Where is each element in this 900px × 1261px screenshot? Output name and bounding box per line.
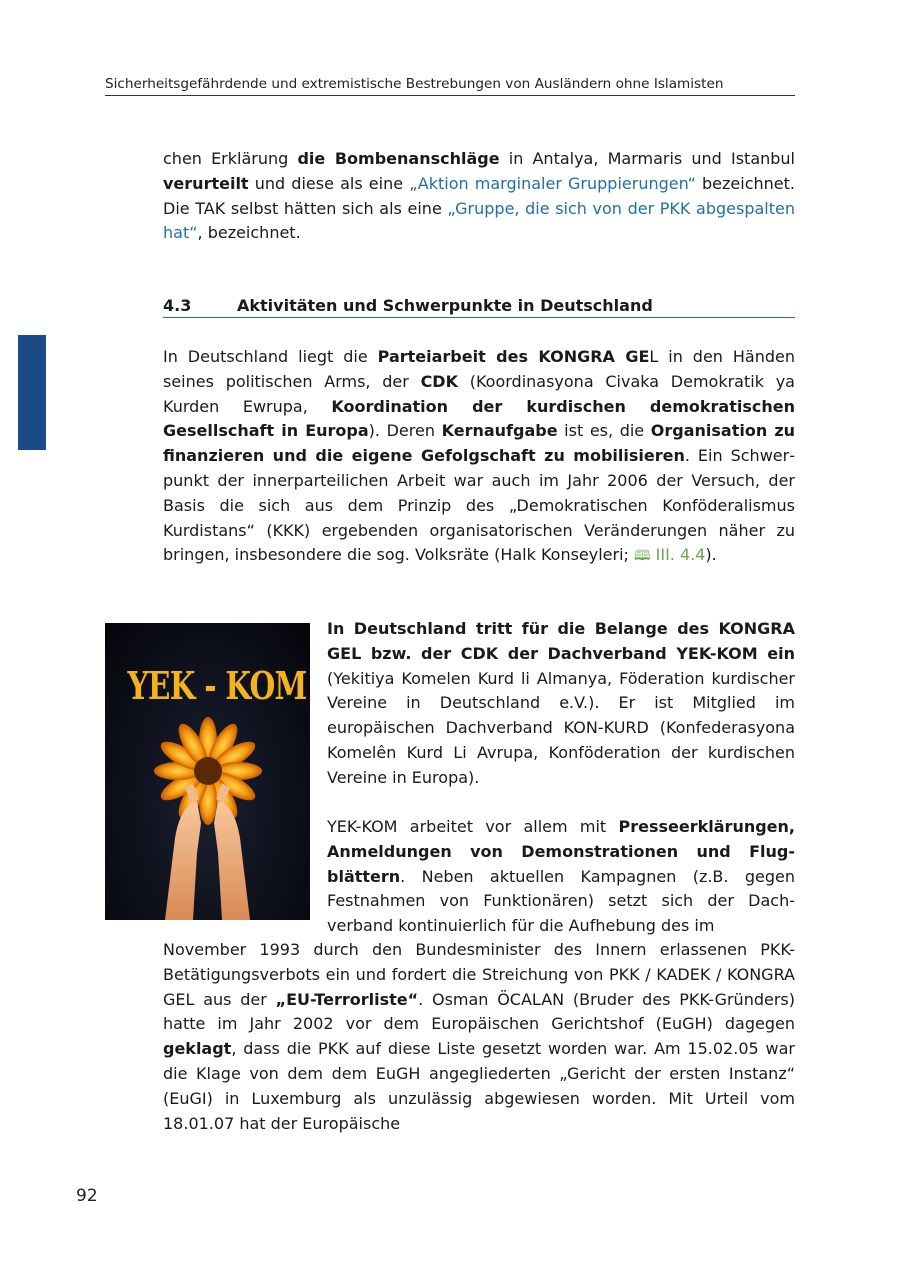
poster-title: YEK - KOM: [127, 663, 307, 708]
running-header: Sicherheitsgefährdende und extremistische Bestrebungen von Ausländern ohne Islamisten: [105, 76, 795, 96]
paragraph-bombings: chen Erklärung die Bombenanschläge in Antalya, Marmaris und Istanbul verurteilt und diese als eine „Aktion marginaler Gruppierungen“ bezeichnet. Die TAK selbst hätten sich als eine „Gruppe, die sich von der PKK abgespalten hat“, bezeichnet.: [163, 149, 796, 243]
yek-kom-poster-image: [105, 623, 310, 920]
quote-aktion: „Aktion marginaler Gruppierungen“: [409, 173, 696, 193]
section-heading: [163, 296, 795, 318]
paragraph-cdk: In Deutschland liegt die Parteiarbeit des KONGRA GEL in den Händen seines politischen Arms, der CDK (Koordinasyona Civaka Demokratik ya Kurden Ewrupa, Koordination der kurdischen demokratischen Gesellschaft in Europa). Deren Kernaufgabe ist es, die Organisation zu finanzieren und die eigene Gefolgschaft zu mobilisieren. Ein Schwerpunkt der innerparteilichen Arbeit war auch im Jahr 2006 der Versuch, der Basis die sich aus dem Prinzip des „Demokratischen Konföderalismus Kurdistans“ (KKK) ergebenden organisatorischen Veränderungen näher zu bringen, insbesondere die sog. Volksräte (Halk Konseyleri; 🕮 III. 4.4).: [163, 345, 795, 569]
paragraph-yek-kom: In Deutschland tritt für die Belange des KONGRA GEL bzw. der CDK der Dachverband YEK-KOM ein (Yekitiya Komelen Kurd li Almanya, Föderation kurdischer Vereine in Deutschland e.V.). Er ist Mitglied im europäischen Dachverband KON-KURD (Konfederasyona Komelên Kurd Li Avrupa, Konföderation der kurdischen Vereine in Europa).: [327, 619, 795, 787]
section-number: 4.3: [163, 296, 192, 315]
paragraph-terrorlist: November 1993 durch den Bundesminister des Innern erlassenen PKK-Betätigungsverbots ein und fordert die Streichung von PKK / KADEK / KONGRA GEL aus der „EU-Terrorliste“. Osman ÖCALAN (Bruder des PKK-Gründers) hatte im Jahr 2002 vor dem Europäischen Gerichtshof (EuGH) dagegen geklagt, dass die PKK auf diese Liste gesetzt worden war. Am 15.02.05 war die Klage von dem dem EuGH angegliederten „Gericht der ersten Instanz“ (EuGI) in Luxemburg als unzulässig abgewiesen worden. Mit Urteil vom 18.01.07 hat der Europäische: [163, 940, 795, 1133]
chapter-side-tab: [18, 335, 46, 450]
book-icon: 🕮: [634, 548, 651, 565]
cross-reference-link[interactable]: 🕮 III. 4.4: [634, 545, 705, 564]
quote-gruppe: „Gruppe, die sich von der PKK abgespalten hat“: [163, 198, 796, 243]
paragraph-activities: YEK-KOM arbeitet vor allem mit Presseerklärungen, Anmeldungen von Demonstrationen und Flugblättern. Neben aktuellen Kampagnen (z.B. gegen Festnahmen von Funktionären) setzt sich der Dachverband kontinuierlich für die Aufhebung des im: [327, 817, 795, 936]
section-title: Aktivitäten und Schwerpunkte in Deutschland: [237, 296, 653, 315]
page-number: 92: [76, 1186, 98, 1206]
